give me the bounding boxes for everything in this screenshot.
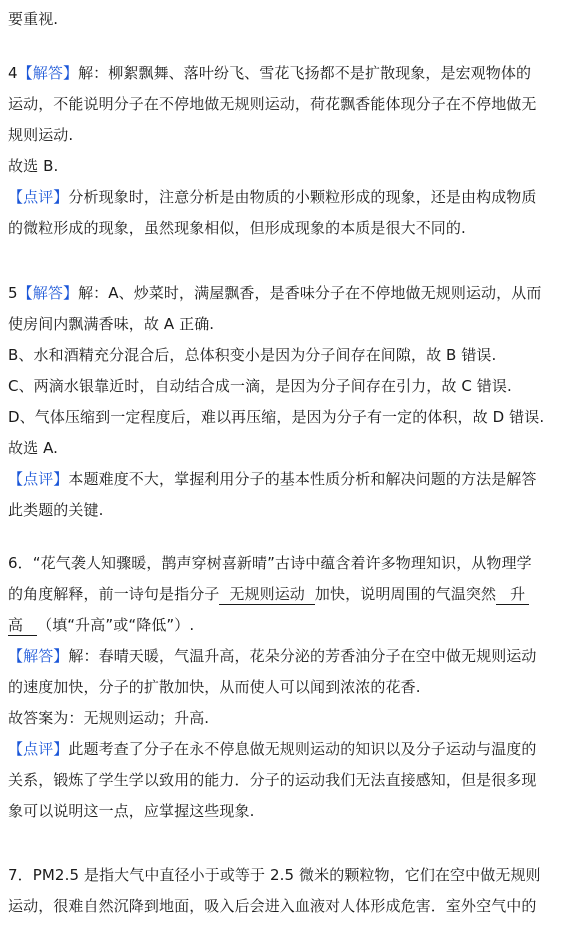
q6-question-line-2 — [8, 583, 564, 607]
q6-question-text-3: （填“升高”或“降低”）. — [37, 616, 195, 634]
q3-tail-line — [8, 8, 564, 32]
q4-answer-text-1: 解：柳絮飘舞、落叶纷飞、雪花飞扬都不是扩散现象，是宏观物体的 — [78, 64, 532, 82]
q5-option-d-line — [8, 406, 564, 430]
q5-option-b-line — [8, 344, 564, 368]
q6-question-line-1 — [8, 552, 564, 576]
q6-comment-line-1 — [8, 738, 564, 762]
q4-comment-line-2 — [8, 217, 564, 241]
q5-option-c-line — [8, 375, 564, 399]
q4-answer-tag: 【解答】 — [17, 64, 79, 82]
q5-answer-tag: 【解答】 — [17, 284, 79, 302]
q5-answer-text-2: 使房间内飘满香味，故 A 正确. — [8, 315, 215, 333]
q4-choice: 故选 B. — [8, 157, 59, 175]
q7-question-text-1: PM2.5 是指大气中直径小于或等于 2.5 微米的颗粒物，它们在空中做无规则 — [32, 866, 541, 884]
q4-choice-line — [8, 155, 564, 179]
q5-answer-text-1: 解：A、炒菜时，满屋飘香，是香味分子在不停地做无规则运动，从而 — [78, 284, 542, 302]
q7-question-text-2: 运动，很难自然沉降到地面，吸入后会进入血液对人体形成危害．室外空气中的 — [8, 897, 537, 915]
q6-question-text-1: “花气袭人知骤暖，鹊声穿树喜新晴”古诗中蕴含着许多物理知识，从物理学 — [32, 554, 532, 572]
q4-answer-line-1 — [8, 62, 564, 86]
q5-comment-text-2: 此类题的关键. — [8, 501, 104, 519]
q5-comment-line-2 — [8, 499, 564, 523]
q6-comment-tag: 【点评】 — [8, 740, 69, 758]
q4-answer-text-3: 规则运动. — [8, 126, 74, 144]
q6-answer-text-2: 的速度加快，分子的扩散加快，从而使人可以闻到浓浓的花香. — [8, 678, 421, 696]
q5-option-d: D、气体压缩到一定程度后，难以再压缩，是因为分子有一定的体积，故 D 错误. — [8, 408, 545, 426]
q6-question-line-3 — [8, 614, 564, 638]
q4-comment-text-2: 的微粒形成的现象，虽然现象相似，但形成现象的本质是很大不同的. — [8, 219, 466, 237]
q6-question-text-2a: 的角度解释，前一诗句是指分子 — [8, 585, 220, 603]
q6-comment-text-2: 关系，锻炼了学生学以致用的能力．分子的运动我们无法直接感知，但是很多现 — [8, 771, 537, 789]
q4-answer-line-2 — [8, 93, 564, 117]
q5-answer-line-1 — [8, 282, 564, 306]
q4-answer-line-3 — [8, 124, 564, 148]
q5-option-b: B、水和酒精充分混合后，总体积变小是因为分子间存在间隙，故 B 错误. — [8, 346, 497, 364]
q4-number: 4 — [8, 64, 18, 82]
q6-comment-line-2 — [8, 769, 564, 793]
q4-comment-text-1: 分析现象时，注意分析是由物质的小颗粒形成的现象，还是由构成物质 — [68, 188, 537, 206]
q7-number: 7． — [8, 866, 33, 884]
q3-tail-text: 要重视. — [8, 10, 59, 28]
q6-comment-text-3: 象可以说明这一点，应掌握这些现象. — [8, 802, 255, 820]
q5-option-c: C、两滴水银靠近时，自动结合成一滴，是因为分子间存在引力，故 C 错误. — [8, 377, 512, 395]
q6-answer-text-1: 解：春晴天暖，气温升高，花朵分泌的芳香油分子在空中做无规则运动 — [68, 647, 537, 665]
q4-comment-tag: 【点评】 — [8, 188, 69, 206]
q5-comment-text-1: 本题难度不大，掌握利用分子的基本性质分析和解决问题的方法是解答 — [68, 470, 537, 488]
q5-choice-line — [8, 437, 564, 461]
q4-comment-line-1 — [8, 186, 564, 210]
q6-answer-line-2 — [8, 676, 564, 700]
q6-comment-text-1: 此题考查了分子在永不停息做无规则运动的知识以及分子运动与温度的 — [68, 740, 537, 758]
q6-answer-tag: 【解答】 — [8, 647, 69, 665]
q5-choice: 故选 A. — [8, 439, 59, 457]
q4-answer-text-2: 运动，不能说明分子在不停地做无规则运动，荷花飘香能体现分子在不停地做无 — [8, 95, 537, 113]
q6-number: 6． — [8, 554, 33, 572]
q6-final-line — [8, 707, 564, 731]
q7-question-line-2 — [8, 895, 564, 919]
q6-final-answer: 故答案为：无规则运动；升高. — [8, 709, 210, 727]
q6-blank-2a: 升 — [496, 584, 529, 605]
q6-blank-2b: 高 — [8, 615, 37, 636]
q6-answer-line-1 — [8, 645, 564, 669]
q6-comment-line-3 — [8, 800, 564, 824]
q6-question-text-2b: 加快，说明周围的气温突然 — [314, 585, 497, 603]
q5-number: 5 — [8, 284, 18, 302]
q7-question-line-1 — [8, 864, 564, 888]
q5-comment-line-1 — [8, 468, 564, 492]
q5-comment-tag: 【点评】 — [8, 470, 69, 488]
q6-blank-1: 无规则运动 — [219, 584, 315, 605]
q5-answer-line-2 — [8, 313, 564, 337]
